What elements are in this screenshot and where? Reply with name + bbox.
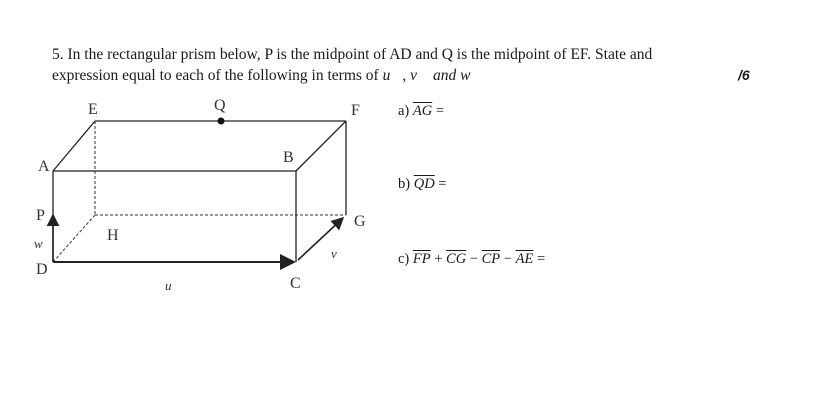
vector-w-symbol: w⃗ xyxy=(460,67,483,84)
part-c-op-3: − xyxy=(503,251,512,267)
part-c-term-2: $\overline{CG}$ xyxy=(446,251,467,267)
part-b-label: b) xyxy=(398,176,414,192)
marks-total: /6 xyxy=(738,67,750,83)
separator: , xyxy=(402,67,411,84)
part-c-op-2: − xyxy=(469,251,479,267)
label-E: E xyxy=(88,101,98,118)
label-u: u⃗ xyxy=(165,278,182,293)
label-C: C xyxy=(290,275,301,292)
and-word: and xyxy=(429,67,461,84)
part-c-term-3: $\overline{CP}$ xyxy=(481,251,501,267)
part-c-equals: = xyxy=(533,251,546,267)
part-c-label: c) xyxy=(398,251,413,267)
edge-AE xyxy=(53,121,95,171)
label-F: F xyxy=(351,102,360,119)
hidden-edge-DH xyxy=(53,215,95,262)
part-a-equals: = xyxy=(432,103,445,119)
question-line-1: 5. In the rectangular prism below, P is the midpoint of AD and Q is the midpoint of EF. State and xyxy=(52,46,653,63)
label-D: D xyxy=(36,261,48,278)
question-line-2-prefix: expression equal to each of the following in terms of xyxy=(52,67,383,84)
part-c-op-1: + xyxy=(434,251,443,267)
part-a-label: a) xyxy=(398,103,413,119)
part-c xyxy=(398,251,545,268)
part-b xyxy=(398,176,446,193)
label-w: w⃗ xyxy=(34,236,53,251)
edge-FB xyxy=(296,121,346,171)
label-Q: Q xyxy=(214,97,226,114)
label-G: G xyxy=(354,213,366,230)
label-v: v⃗ xyxy=(331,246,347,261)
prism-figure xyxy=(0,0,400,300)
vector-v-symbol: v⃗ xyxy=(410,67,430,84)
part-a-expression: $\overline{AG}$ xyxy=(412,103,433,119)
point-Q-dot xyxy=(218,118,225,125)
label-P: P xyxy=(36,207,45,224)
label-A: A xyxy=(38,158,50,175)
part-b-expression: $\overline{QD}$ xyxy=(413,176,435,192)
part-c-term-4: $\overline{AE}$ xyxy=(515,251,534,267)
part-a xyxy=(398,103,444,120)
label-H: H xyxy=(107,227,119,244)
part-c-term-1: $\overline{FP}$ xyxy=(412,251,431,267)
label-B: B xyxy=(283,149,294,166)
vector-u-symbol: u⃗ xyxy=(382,67,403,84)
part-b-equals: = xyxy=(434,176,447,192)
